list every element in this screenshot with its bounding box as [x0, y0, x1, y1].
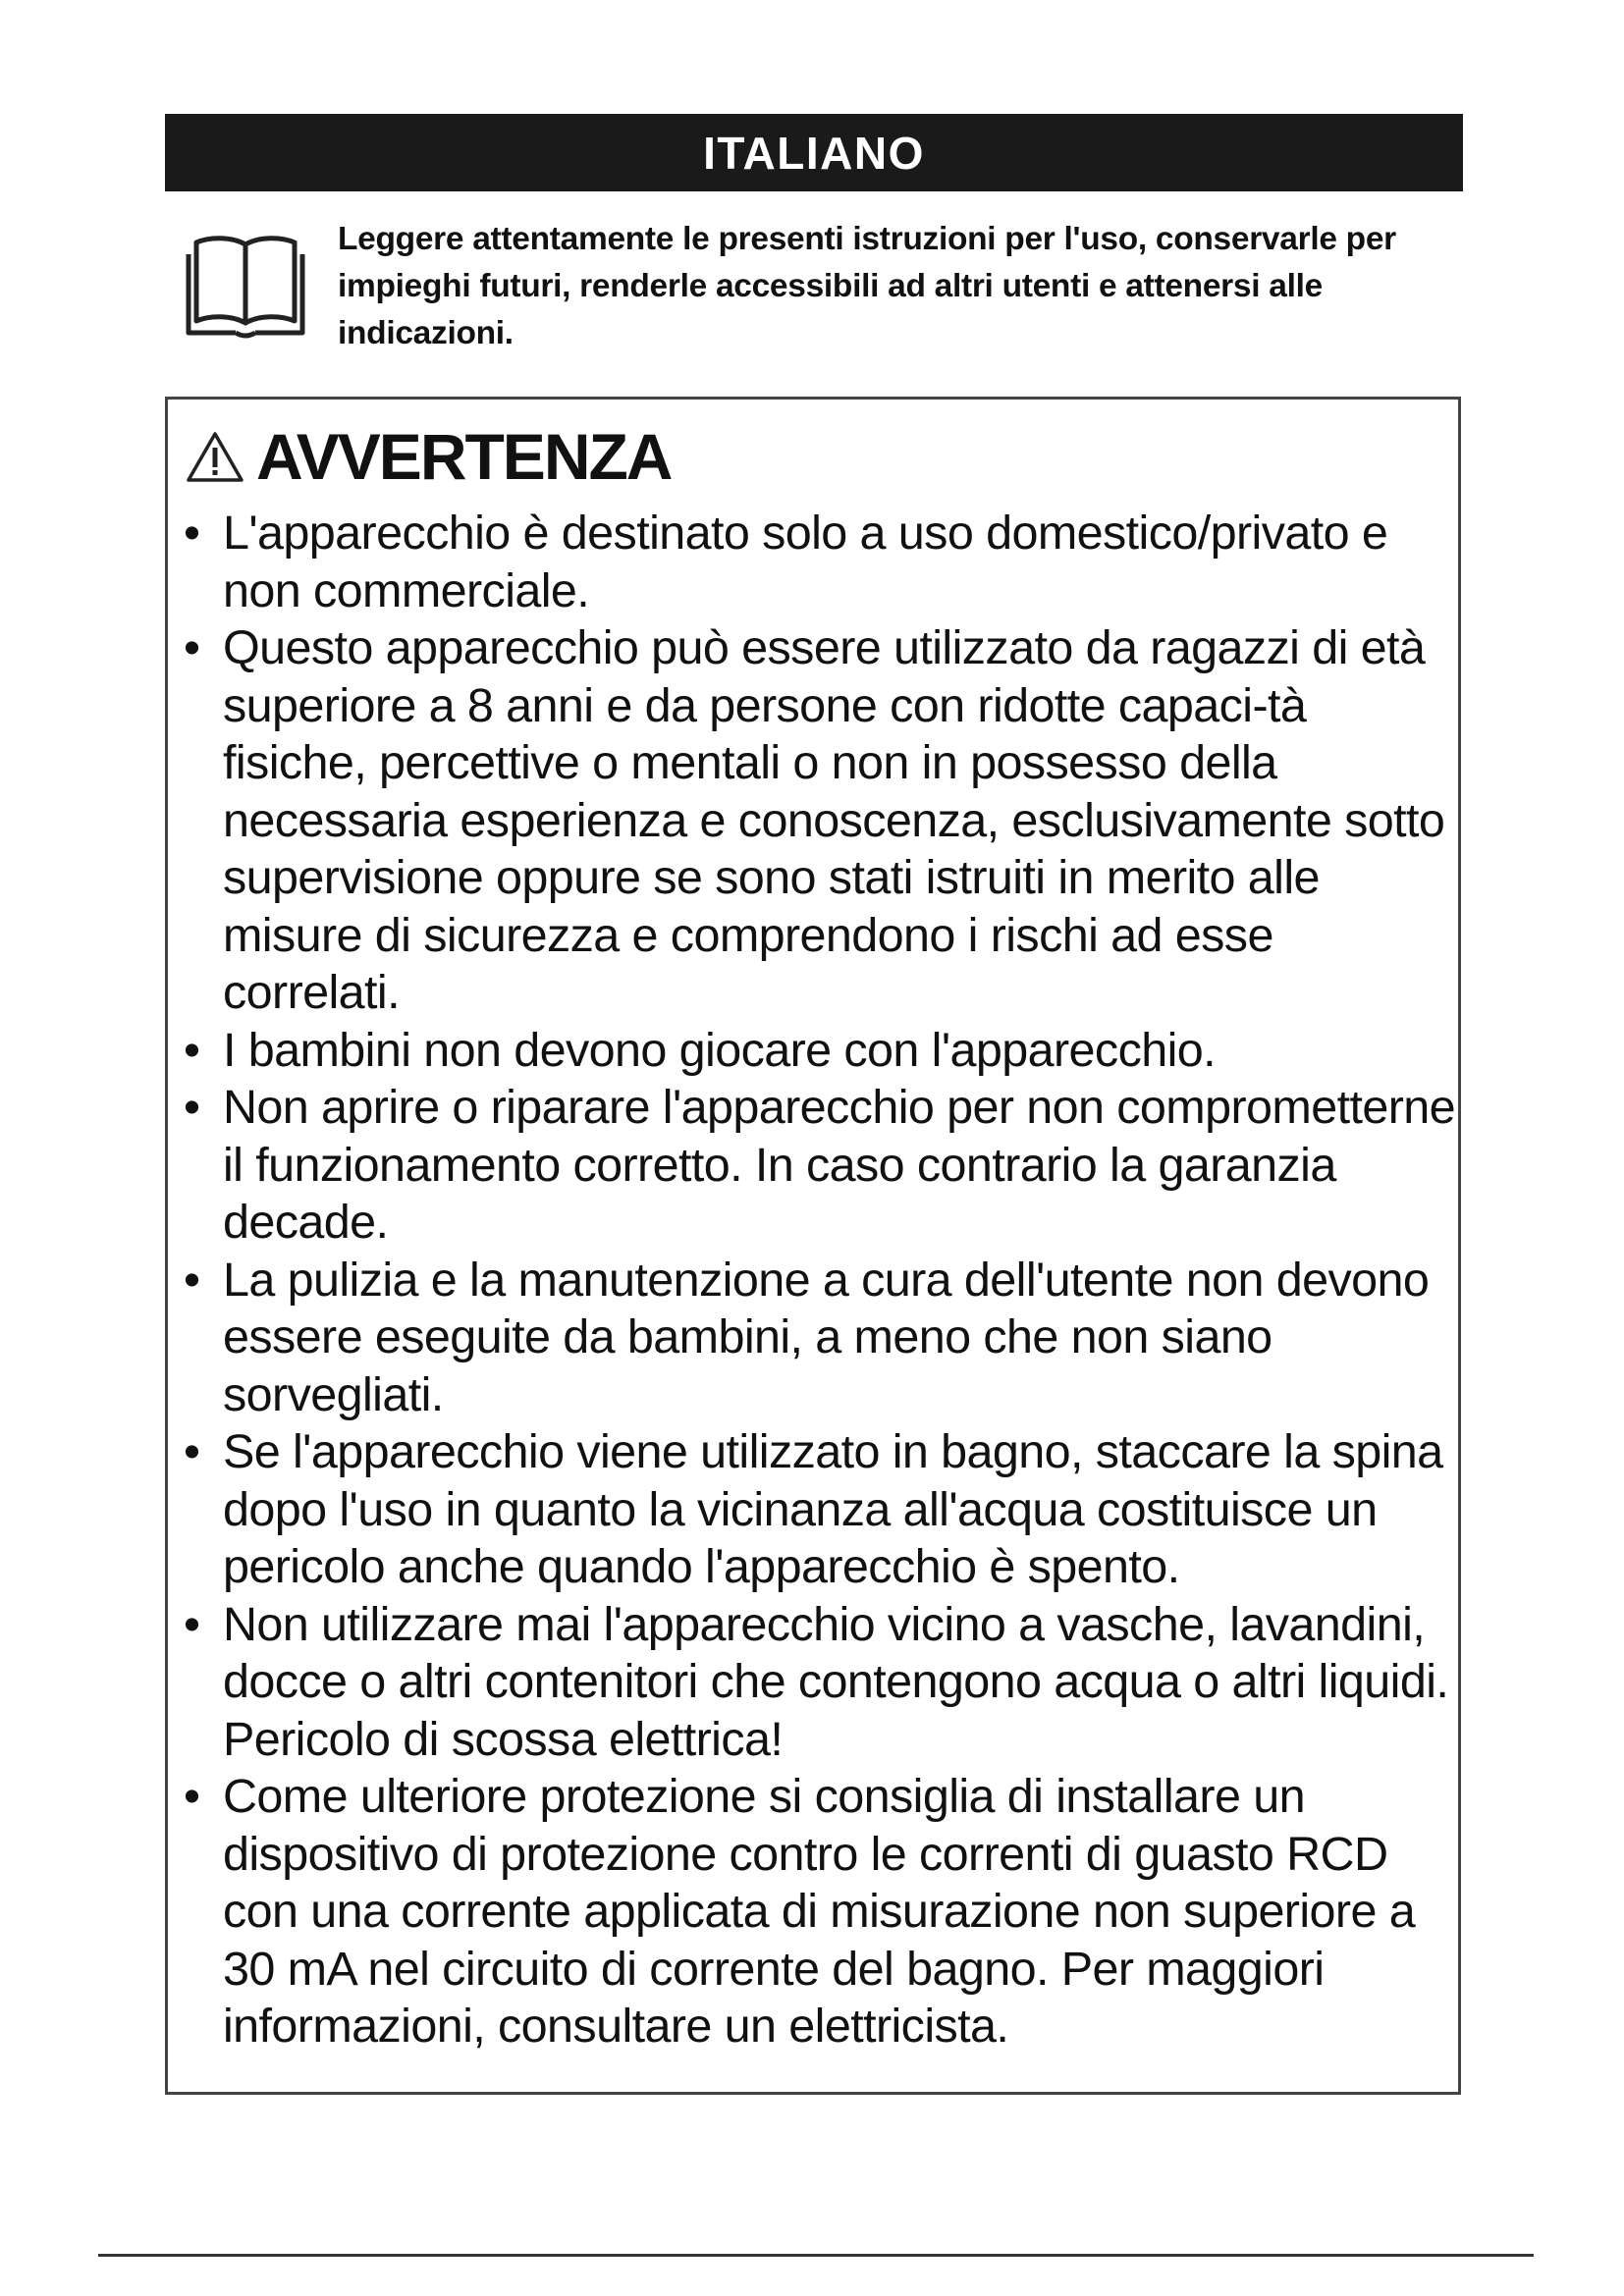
- bullet-icon: •: [184, 507, 200, 560]
- warning-item: • La pulizia e la manutenzione a cura dell'utente non devono essere eseguite da bambini, a meno che non siano sorvegliati.: [184, 1253, 1430, 1421]
- warning-box: [165, 397, 1461, 2095]
- bullet-icon: •: [184, 1770, 200, 1823]
- footer-divider: [98, 2254, 1534, 2257]
- warning-header: [186, 417, 671, 496]
- warning-list: [182, 505, 1458, 2056]
- bullet-icon: •: [184, 1081, 200, 1134]
- bullet-icon: •: [184, 1253, 200, 1307]
- warning-item: • L'apparecchio è destinato solo a uso domestico/privato e non commerciale.: [184, 507, 1388, 617]
- warning-item: • Non aprire o riparare l'apparecchio per non comprometterne il funzionamento corretto. In caso contrario la garanzia decade.: [184, 1081, 1455, 1249]
- warning-item: • Come ulteriore protezione si consiglia di installare un dispositivo di protezione contro le correnti di guasto RCD con una corrente applicata di misurazione non superiore a 30 mA nel circuito di corrente del bagno. Per maggiori informazioni, consultare un elettricista.: [184, 1770, 1416, 2053]
- intro-text: Leggere attentamente le presenti istruzioni per l'uso, conservarle per impieghi futuri, renderle accessibili ad altri utenti e attenersi alle indicazioni.: [338, 221, 1396, 351]
- warning-item: • Se l'apparecchio viene utilizzato in bagno, staccare la spina dopo l'uso in quanto la vicinanza all'acqua costituisce un pericolo anche quando l'apparecchio è spento.: [184, 1425, 1443, 1593]
- warning-item: • Questo apparecchio può essere utilizzato da ragazzi di età superiore a 8 anni e da persone con ridotte capaci-tà fisiche, percettive o mentali o non in possesso della necessaria esperienza e conoscenza, esclusivamente sotto supervisione oppure se sono stati istruiti in merito alle misure di sicurezza e comprendono i rischi ad esse correlati.: [184, 621, 1445, 1019]
- bullet-icon: •: [184, 1597, 200, 1651]
- warning-item: • I bambini non devono giocare con l'apparecchio.: [182, 1022, 1458, 1080]
- warning-item: • Non utilizzare mai l'apparecchio vicino a vasche, lavandini, docce o altri contenitori che contengono acqua o altri liquidi. Pericolo di scossa elettrica!: [184, 1597, 1449, 1766]
- warning-triangle-icon: [186, 430, 244, 483]
- intro-notice: [181, 216, 1467, 353]
- bullet-icon: •: [184, 1425, 200, 1478]
- book-icon: [181, 231, 310, 341]
- bullet-icon: •: [184, 1023, 200, 1077]
- language-banner: ITALIANO: [165, 114, 1463, 191]
- bullet-icon: •: [184, 621, 200, 674]
- warning-title: AVVERTENZA: [256, 420, 672, 493]
